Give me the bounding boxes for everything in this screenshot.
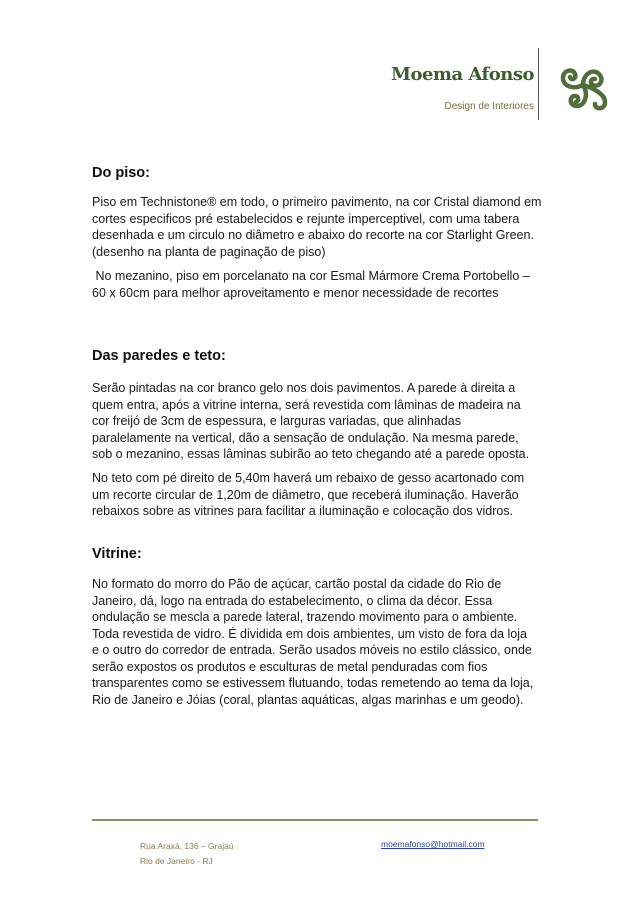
section-title-paredes: Das paredes e teto: (92, 348, 226, 364)
text-line: ondulação se mescla a parede lateral, trazendo movimento para o ambiente. (92, 610, 518, 624)
paredes-paragraph-1 (92, 380, 552, 463)
text-line: quem entra, após a vitrine interna, será revestida com lâminas de madeira na (92, 397, 521, 412)
text-line: paralelamente na vertical, dão a sensação de ondulação. Na mesma parede, (92, 430, 519, 445)
piso-paragraph-1 (92, 194, 552, 260)
text-line: No mezanino, piso em porcelanato na cor Esmal Mármore Crema Portobello – (92, 269, 530, 283)
brand-subtitle: Design de Interiores (444, 101, 534, 112)
text-line: desenhada e um circulo no diâmetro e abaixo do recorte na cor Starlight Green. (92, 228, 534, 242)
text-line: transparentes como se estivessem flutuando, todas remetendo ao tema da loja, (92, 676, 534, 690)
brand-block (391, 64, 534, 112)
text-line: 60 x 60cm para melhor aproveitamento e menor necessidade de recortes (92, 285, 499, 300)
address-line-1: Rua Araxá, 136 – Grajaú (140, 841, 234, 851)
address-line-2: Rio de Janeiro - RJ (140, 856, 213, 866)
text-line: (desenho na planta de paginação de piso) (92, 244, 326, 259)
text-line: Janeiro, dá, logo na entrada do estabelecimento, o clima da décor. Essa (92, 593, 493, 608)
text-line: Toda revestida de vidro. É dividida em dois ambientes, um visto de fora da loja (92, 626, 527, 641)
section-title-vitrine: Vitrine: (92, 546, 142, 562)
footer-address (140, 839, 234, 869)
text-line: serão expostos os produtos e esculturas de metal penduradas com fios (92, 659, 488, 674)
section-title-piso: Do piso: (92, 165, 150, 181)
vitrine-paragraph-1 (92, 576, 552, 708)
header-divider (538, 48, 539, 120)
triskelion-logo-icon (549, 52, 617, 118)
footer-email-link[interactable]: moemafonso@hotmail.com (381, 839, 485, 849)
footer-divider (92, 819, 538, 821)
letterhead (0, 48, 638, 128)
text-line: Piso em Technistone® em todo, o primeiro pavimento, na cor Cristal diamond em (92, 195, 542, 209)
text-line: Serão pintadas na cor branco gelo nos dois pavimentos. A parede à direita a (92, 381, 516, 395)
text-line: cortes especificos pré estabelecidos e rejunte imperceptivel, com uma tabera (92, 211, 520, 226)
text-line: cor freijó de 3cm de espessura, e larguras variadas, que alinhadas (92, 414, 461, 428)
text-line: No teto com pé direito de 5,40m haverá um rebaixo de gesso acartonado com (92, 471, 525, 485)
piso-paragraph-2 (92, 268, 552, 301)
paredes-paragraph-2 (92, 470, 552, 520)
text-line: No formato do morro do Pão de açúcar, cartão postal da cidade do Rio de (92, 577, 502, 591)
text-line: sob o mezanino, essas lâminas subirão ao teto chegando até a parede oposta. (92, 447, 530, 461)
text-line: e o outro do corredor de entrada. Serão usados móveis no estilo clássico, onde (92, 643, 532, 657)
brand-name: Moema Afonso (391, 64, 534, 85)
text-line: rebaixos sobre as vitrines para facilitar a iluminação e colocação dos vidros. (92, 504, 514, 518)
text-line: Rio de Janeiro e Jóias (coral, plantas aquáticas, algas marinhas e um geodo). (92, 692, 524, 707)
text-line: um recorte circular de 1,20m de diâmetro, que receberá iluminação. Haverão (92, 487, 519, 502)
